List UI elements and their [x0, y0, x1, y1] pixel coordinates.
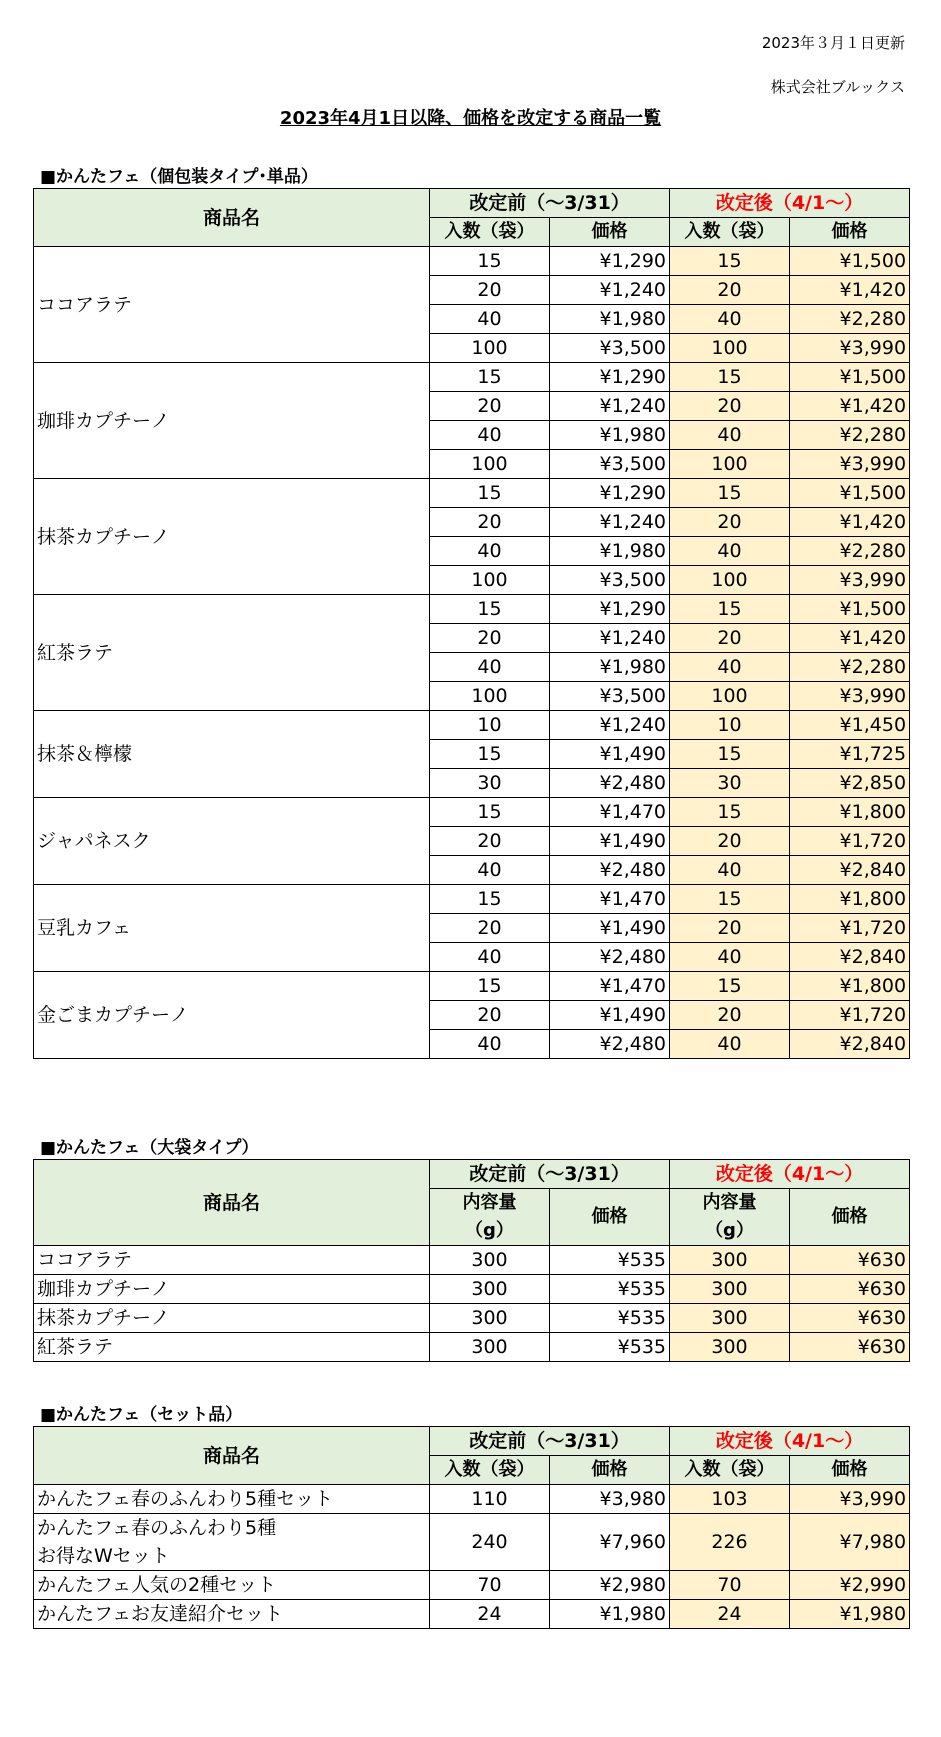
qty-after-cell: 20: [670, 276, 790, 305]
qty-before-cell: 15: [430, 798, 550, 827]
col-header-price-after: 価格: [790, 1456, 910, 1485]
product-name-cell: 紅茶ラテ: [34, 595, 430, 711]
qty-before-cell: 20: [430, 624, 550, 653]
qty-after-cell: 15: [670, 798, 790, 827]
col-header-before: 改定前（～3/31）: [430, 189, 670, 218]
price-before-cell: ¥535: [550, 1246, 670, 1275]
price-after-cell: ¥2,280: [790, 421, 910, 450]
price-before-cell: ¥1,240: [550, 508, 670, 537]
col-header-price-before: 価格: [550, 218, 670, 247]
qty-after-cell: 100: [670, 450, 790, 479]
price-before-cell: ¥1,490: [550, 914, 670, 943]
product-name-cell: 紅茶ラテ: [34, 1333, 430, 1362]
qty-after-cell: 15: [670, 595, 790, 624]
price-after-cell: ¥1,720: [790, 914, 910, 943]
section-title-set: ■かんたフェ（セット品）: [40, 1405, 243, 1425]
price-after-cell: ¥1,500: [790, 479, 910, 508]
price-before-cell: ¥3,980: [550, 1485, 670, 1514]
price-after-cell: ¥2,840: [790, 1030, 910, 1059]
qty-after-cell: 30: [670, 769, 790, 798]
price-after-cell: ¥1,420: [790, 624, 910, 653]
price-before-cell: ¥2,480: [550, 769, 670, 798]
col-header-content-before: [430, 1189, 550, 1246]
qty-after-cell: 20: [670, 914, 790, 943]
qty-before-cell: 24: [430, 1600, 550, 1629]
qty-before-cell: 40: [430, 305, 550, 334]
price-before-cell: ¥2,480: [550, 856, 670, 885]
price-before-cell: ¥1,490: [550, 1001, 670, 1030]
product-name-cell: [34, 1514, 430, 1571]
price-before-cell: ¥535: [550, 1304, 670, 1333]
product-name-cell: 珈琲カプチーノ: [34, 363, 430, 479]
price-after-cell: ¥630: [790, 1246, 910, 1275]
price-after-cell: ¥1,500: [790, 595, 910, 624]
price-table-set: [33, 1426, 910, 1629]
col-header-price-before: 価格: [550, 1189, 670, 1246]
qty-before-cell: 20: [430, 1001, 550, 1030]
table-row: [34, 1514, 910, 1571]
qty-after-cell: 40: [670, 856, 790, 885]
price-before-cell: ¥1,470: [550, 885, 670, 914]
col-header-content-label: 内容量: [702, 1192, 757, 1213]
qty-before-cell: 15: [430, 885, 550, 914]
qty-before-cell: 100: [430, 682, 550, 711]
price-before-cell: ¥2,980: [550, 1571, 670, 1600]
qty-before-cell: 300: [430, 1333, 550, 1362]
qty-after-cell: 300: [670, 1275, 790, 1304]
qty-after-cell: 15: [670, 479, 790, 508]
price-before-cell: ¥7,960: [550, 1514, 670, 1571]
page-title-text: 2023年4月1日以降、価格を改定する商品一覧: [279, 108, 662, 129]
product-name-cell: かんたフェ春のふんわり5種セット: [34, 1485, 430, 1514]
table-row: [34, 1275, 910, 1304]
col-header-content-after: [670, 1189, 790, 1246]
qty-after-cell: 40: [670, 653, 790, 682]
price-before-cell: ¥1,290: [550, 479, 670, 508]
qty-after-cell: 226: [670, 1514, 790, 1571]
table-row: [34, 885, 910, 914]
qty-before-cell: 40: [430, 856, 550, 885]
qty-after-cell: 100: [670, 566, 790, 595]
qty-before-cell: 300: [430, 1275, 550, 1304]
table-row: [34, 1333, 910, 1362]
price-after-cell: ¥1,450: [790, 711, 910, 740]
price-after-cell: ¥2,840: [790, 856, 910, 885]
qty-after-cell: 15: [670, 740, 790, 769]
table-body-individual: [34, 247, 910, 1059]
qty-before-cell: 70: [430, 1571, 550, 1600]
price-before-cell: ¥2,480: [550, 1030, 670, 1059]
qty-after-cell: 20: [670, 827, 790, 856]
col-header-content-unit: （g）: [465, 1220, 514, 1241]
qty-before-cell: 20: [430, 392, 550, 421]
price-after-cell: ¥3,990: [790, 1485, 910, 1514]
table-row: [34, 1571, 910, 1600]
price-before-cell: ¥2,480: [550, 943, 670, 972]
qty-after-cell: 15: [670, 363, 790, 392]
price-before-cell: ¥1,290: [550, 363, 670, 392]
col-header-product-name: 商品名: [34, 189, 430, 247]
price-before-cell: ¥1,470: [550, 798, 670, 827]
price-after-cell: ¥1,720: [790, 1001, 910, 1030]
price-after-cell: ¥1,800: [790, 972, 910, 1001]
price-after-cell: ¥3,990: [790, 682, 910, 711]
table-row: [34, 1600, 910, 1629]
product-name-cell: 金ごまカプチーノ: [34, 972, 430, 1059]
col-header-product-name: 商品名: [34, 1160, 430, 1246]
qty-before-cell: 40: [430, 1030, 550, 1059]
qty-after-cell: 40: [670, 1030, 790, 1059]
col-header-price-before: 価格: [550, 1456, 670, 1485]
table-row: [34, 711, 910, 740]
product-name-cell: 珈琲カプチーノ: [34, 1275, 430, 1304]
col-header-after: 改定後（4/1～）: [670, 1427, 910, 1456]
price-after-cell: ¥1,420: [790, 276, 910, 305]
col-header-product-name: 商品名: [34, 1427, 430, 1485]
qty-after-cell: 15: [670, 972, 790, 1001]
qty-after-cell: 20: [670, 1001, 790, 1030]
price-before-cell: ¥1,980: [550, 537, 670, 566]
product-name-cell: 抹茶カプチーノ: [34, 1304, 430, 1333]
price-after-cell: ¥7,980: [790, 1514, 910, 1571]
qty-after-cell: 24: [670, 1600, 790, 1629]
qty-after-cell: 20: [670, 392, 790, 421]
qty-after-cell: 40: [670, 305, 790, 334]
price-before-cell: ¥1,490: [550, 740, 670, 769]
qty-before-cell: 100: [430, 334, 550, 363]
qty-before-cell: 15: [430, 595, 550, 624]
qty-before-cell: 15: [430, 972, 550, 1001]
qty-after-cell: 300: [670, 1333, 790, 1362]
qty-before-cell: 15: [430, 740, 550, 769]
qty-after-cell: 103: [670, 1485, 790, 1514]
qty-before-cell: 20: [430, 508, 550, 537]
qty-after-cell: 300: [670, 1246, 790, 1275]
qty-after-cell: 40: [670, 537, 790, 566]
qty-after-cell: 300: [670, 1304, 790, 1333]
qty-before-cell: 20: [430, 827, 550, 856]
price-table-individual: [33, 188, 910, 1059]
section-title-individual: ■かんたフェ（個包装タイプ･単品）: [40, 167, 318, 187]
table-body-large-bag: [34, 1246, 910, 1362]
qty-after-cell: 20: [670, 624, 790, 653]
qty-before-cell: 300: [430, 1304, 550, 1333]
price-before-cell: ¥3,500: [550, 566, 670, 595]
col-header-qty-before: 入数（袋）: [430, 1456, 550, 1485]
qty-after-cell: 70: [670, 1571, 790, 1600]
product-name-cell: かんたフェお友達紹介セット: [34, 1600, 430, 1629]
price-after-cell: ¥2,850: [790, 769, 910, 798]
price-before-cell: ¥1,980: [550, 421, 670, 450]
table-row: [34, 1304, 910, 1333]
product-name-cell: 抹茶カプチーノ: [34, 479, 430, 595]
qty-before-cell: 100: [430, 450, 550, 479]
price-after-cell: ¥1,420: [790, 392, 910, 421]
price-after-cell: ¥1,725: [790, 740, 910, 769]
qty-before-cell: 10: [430, 711, 550, 740]
price-before-cell: ¥1,490: [550, 827, 670, 856]
price-before-cell: ¥1,240: [550, 711, 670, 740]
qty-before-cell: 40: [430, 653, 550, 682]
price-before-cell: ¥1,290: [550, 247, 670, 276]
qty-after-cell: 40: [670, 943, 790, 972]
table-row: [34, 798, 910, 827]
price-after-cell: ¥630: [790, 1333, 910, 1362]
price-after-cell: ¥2,840: [790, 943, 910, 972]
qty-after-cell: 40: [670, 421, 790, 450]
product-name-cell: 抹茶＆檸檬: [34, 711, 430, 798]
price-after-cell: ¥1,500: [790, 247, 910, 276]
price-before-cell: ¥1,980: [550, 1600, 670, 1629]
qty-before-cell: 15: [430, 479, 550, 508]
qty-after-cell: 10: [670, 711, 790, 740]
price-after-cell: ¥3,990: [790, 566, 910, 595]
price-before-cell: ¥1,470: [550, 972, 670, 1001]
price-before-cell: ¥1,240: [550, 624, 670, 653]
qty-after-cell: 15: [670, 885, 790, 914]
col-header-after: 改定後（4/1～）: [670, 189, 910, 218]
table-body-set: [34, 1485, 910, 1629]
price-after-cell: ¥3,990: [790, 450, 910, 479]
company-name: 株式会社ブルックス: [770, 78, 905, 96]
col-header-price-after: 価格: [790, 1189, 910, 1246]
product-name-cell: 豆乳カフェ: [34, 885, 430, 972]
col-header-before: 改定前（～3/31）: [430, 1160, 670, 1189]
price-after-cell: ¥1,800: [790, 798, 910, 827]
qty-before-cell: 100: [430, 566, 550, 595]
table-row: [34, 479, 910, 508]
product-name-cell: ジャパネスク: [34, 798, 430, 885]
qty-before-cell: 15: [430, 247, 550, 276]
qty-before-cell: 20: [430, 914, 550, 943]
col-header-content-unit: （g）: [705, 1220, 754, 1241]
qty-before-cell: 40: [430, 421, 550, 450]
qty-before-cell: 110: [430, 1485, 550, 1514]
price-before-cell: ¥535: [550, 1333, 670, 1362]
qty-before-cell: 40: [430, 943, 550, 972]
price-after-cell: ¥2,280: [790, 305, 910, 334]
update-date: 2023年３月１日更新: [761, 34, 905, 52]
qty-after-cell: 20: [670, 508, 790, 537]
qty-before-cell: 15: [430, 363, 550, 392]
page-title: [0, 104, 941, 130]
table-row: [34, 1485, 910, 1514]
table-row: [34, 363, 910, 392]
qty-before-cell: 300: [430, 1246, 550, 1275]
price-after-cell: ¥2,280: [790, 537, 910, 566]
price-table-large-bag: [33, 1159, 910, 1362]
col-header-content-label: 内容量: [462, 1192, 517, 1213]
price-after-cell: ¥1,800: [790, 885, 910, 914]
price-before-cell: ¥535: [550, 1275, 670, 1304]
product-name-line2: お得なWセット: [37, 1545, 170, 1567]
col-header-qty-before: 入数（袋）: [430, 218, 550, 247]
price-before-cell: ¥3,500: [550, 450, 670, 479]
qty-after-cell: 100: [670, 682, 790, 711]
product-name-cell: ココアラテ: [34, 247, 430, 363]
table-row: [34, 247, 910, 276]
price-before-cell: ¥3,500: [550, 334, 670, 363]
product-name-line1: かんたフェ春のふんわり5種: [37, 1517, 277, 1539]
table-row: [34, 972, 910, 1001]
price-after-cell: ¥1,500: [790, 363, 910, 392]
qty-before-cell: 20: [430, 276, 550, 305]
qty-before-cell: 30: [430, 769, 550, 798]
col-header-qty-after: 入数（袋）: [670, 1456, 790, 1485]
price-after-cell: ¥3,990: [790, 334, 910, 363]
price-before-cell: ¥1,980: [550, 305, 670, 334]
price-after-cell: ¥1,720: [790, 827, 910, 856]
price-after-cell: ¥630: [790, 1304, 910, 1333]
col-header-after: 改定後（4/1～）: [670, 1160, 910, 1189]
price-after-cell: ¥1,420: [790, 508, 910, 537]
table-row: [34, 595, 910, 624]
col-header-price-after: 価格: [790, 218, 910, 247]
price-after-cell: ¥1,980: [790, 1600, 910, 1629]
qty-before-cell: 240: [430, 1514, 550, 1571]
table-row: [34, 1246, 910, 1275]
section-title-large-bag: ■かんたフェ（大袋タイプ）: [40, 1138, 259, 1158]
col-header-qty-after: 入数（袋）: [670, 218, 790, 247]
qty-after-cell: 15: [670, 247, 790, 276]
price-after-cell: ¥2,280: [790, 653, 910, 682]
product-name-cell: かんたフェ人気の2種セット: [34, 1571, 430, 1600]
price-before-cell: ¥1,980: [550, 653, 670, 682]
product-name-cell: ココアラテ: [34, 1246, 430, 1275]
price-after-cell: ¥2,990: [790, 1571, 910, 1600]
price-before-cell: ¥3,500: [550, 682, 670, 711]
col-header-before: 改定前（～3/31）: [430, 1427, 670, 1456]
price-after-cell: ¥630: [790, 1275, 910, 1304]
qty-before-cell: 40: [430, 537, 550, 566]
price-before-cell: ¥1,240: [550, 392, 670, 421]
price-before-cell: ¥1,240: [550, 276, 670, 305]
price-before-cell: ¥1,290: [550, 595, 670, 624]
qty-after-cell: 100: [670, 334, 790, 363]
